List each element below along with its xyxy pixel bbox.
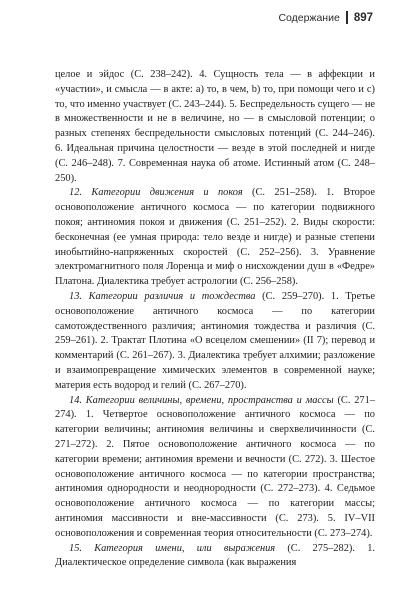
paragraph-section-14 bbox=[55, 394, 375, 542]
paragraph-section-15 bbox=[55, 542, 375, 572]
paragraph-text: (С. 251–258). 1. Второе основоположение античного космоса — по категории подвижного покоя; антиномия покоя и движения (С. 251–252). 2. Виды скорости: бесконечная (ее умная природа: тело везде и нигде) и разные степени инобытийно-напряженных скоростей (С. 252–256). 3. Уравнение электромагнитного поля Лоренца и миф о нисхождении душ в «Федре» Платона. Диалектика требует астрологии (С. 256–258). bbox=[55, 187, 375, 288]
paragraph-section-13 bbox=[55, 290, 375, 394]
page-number: 897 bbox=[353, 11, 373, 24]
section-heading: 14. Категории величины, времени, пространства и массы bbox=[69, 394, 334, 406]
header-divider bbox=[346, 11, 348, 24]
paragraph-text: (С. 271–274). 1. Четвертое основоположение античного космоса — по категории величины; антиномия величины и сверхвеличинности (С. 271–272). 2. Пятое основоположение античного космоса — по категории времени; антиномия времени и вечности (С. 272). 3. Шестое основоположение античного космоса — по категории пространства; антиномия однородности и неоднородности (С. 272–273). 4. Седьмое основоположение античного космоса — по категории массы; антиномия массивности и вне-массивности (С. 273). 5. IV–VII основоположения и современная теория относительности (С. 273–274). bbox=[55, 394, 376, 539]
running-header bbox=[278, 11, 373, 24]
paragraph-text: целое и эйдос (С. 238–242). 4. Сущность тела — в аффекции и «участии», и смысла — в акте: а) то, в чем, b) то, при помощи чего и c) то, что именно участвует (С. 243–244). 5. Беспредельность сущего — не в множественности и не в величине, но — в смысловой потенции; о разных степенях беспредельности смысловых потенций (С. 244–246). 6. Идеальная причина целостности — везде в этой последней и нигде (С. 246–248). 7. Современная наука об атоме. Истинный атом (С. 248–250). bbox=[55, 69, 375, 184]
section-heading: 15. Категория имени, или выражения bbox=[69, 542, 276, 554]
body-text bbox=[55, 68, 375, 571]
paragraph-continuation bbox=[55, 68, 375, 186]
section-heading: 12. Категории движения и покоя bbox=[69, 187, 243, 199]
section-title: Содержание bbox=[278, 11, 340, 24]
paragraph-text: (С. 275–282). 1. Диалектическое определение символа (как выражения bbox=[55, 542, 375, 569]
paragraph-section-12 bbox=[55, 186, 375, 290]
paragraph-text: (С. 259–270). 1. Третье основоположение античного космоса — по категории самотождественного различия; антиномия тождества и различия (С. 259–261). 2. Трактат Плотина «О всецелом смешении» (II 7); перевод и комментарий (С. 261–267). 3. Диалектика требует алхимии; разложение и взаимопревращение химических элементов в современной науке; материя есть водород и гелий (С. 267–270). bbox=[55, 290, 376, 391]
section-heading: 13. Категории различия и тождества bbox=[69, 290, 256, 302]
